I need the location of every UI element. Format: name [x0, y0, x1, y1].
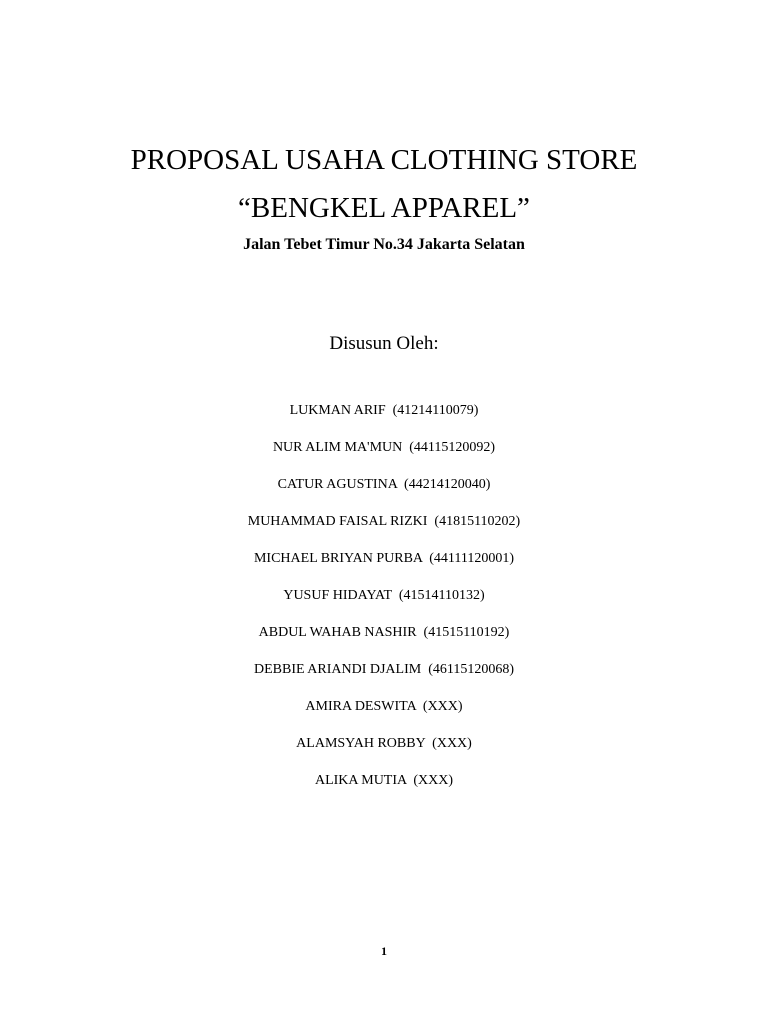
member-item: MICHAEL BRIYAN PURBA (44111120001): [253, 551, 515, 566]
member-item: YUSUF HIDAYAT (41514110132): [283, 588, 485, 603]
document-title: PROPOSAL USAHA CLOTHING STORE: [130, 144, 638, 176]
member-list: [0, 400, 768, 807]
member-item: NUR ALIM MA'MUN (44115120092): [272, 440, 496, 455]
member-item: ALAMSYAH ROBBY (XXX): [296, 736, 472, 751]
member-item: ALIKA MUTIA (XXX): [314, 773, 454, 788]
member-item: LUKMAN ARIF (41214110079): [289, 403, 479, 418]
page-number: 1: [381, 944, 387, 958]
member-item: CATUR AGUSTINA (44214120040): [277, 477, 491, 492]
member-item: DEBBIE ARIANDI DJALIM (46115120068): [253, 662, 515, 677]
prepared-by-label: Disusun Oleh:: [329, 333, 439, 354]
member-item: MUHAMMAD FAISAL RIZKI (41815110202): [247, 514, 521, 529]
member-item: ABDUL WAHAB NASHIR (41515110192): [258, 625, 510, 640]
store-name: “BENGKEL APPAREL”: [238, 192, 530, 224]
store-address: Jalan Tebet Timur No.34 Jakarta Selatan: [243, 236, 525, 253]
member-item: AMIRA DESWITA (XXX): [305, 699, 463, 714]
